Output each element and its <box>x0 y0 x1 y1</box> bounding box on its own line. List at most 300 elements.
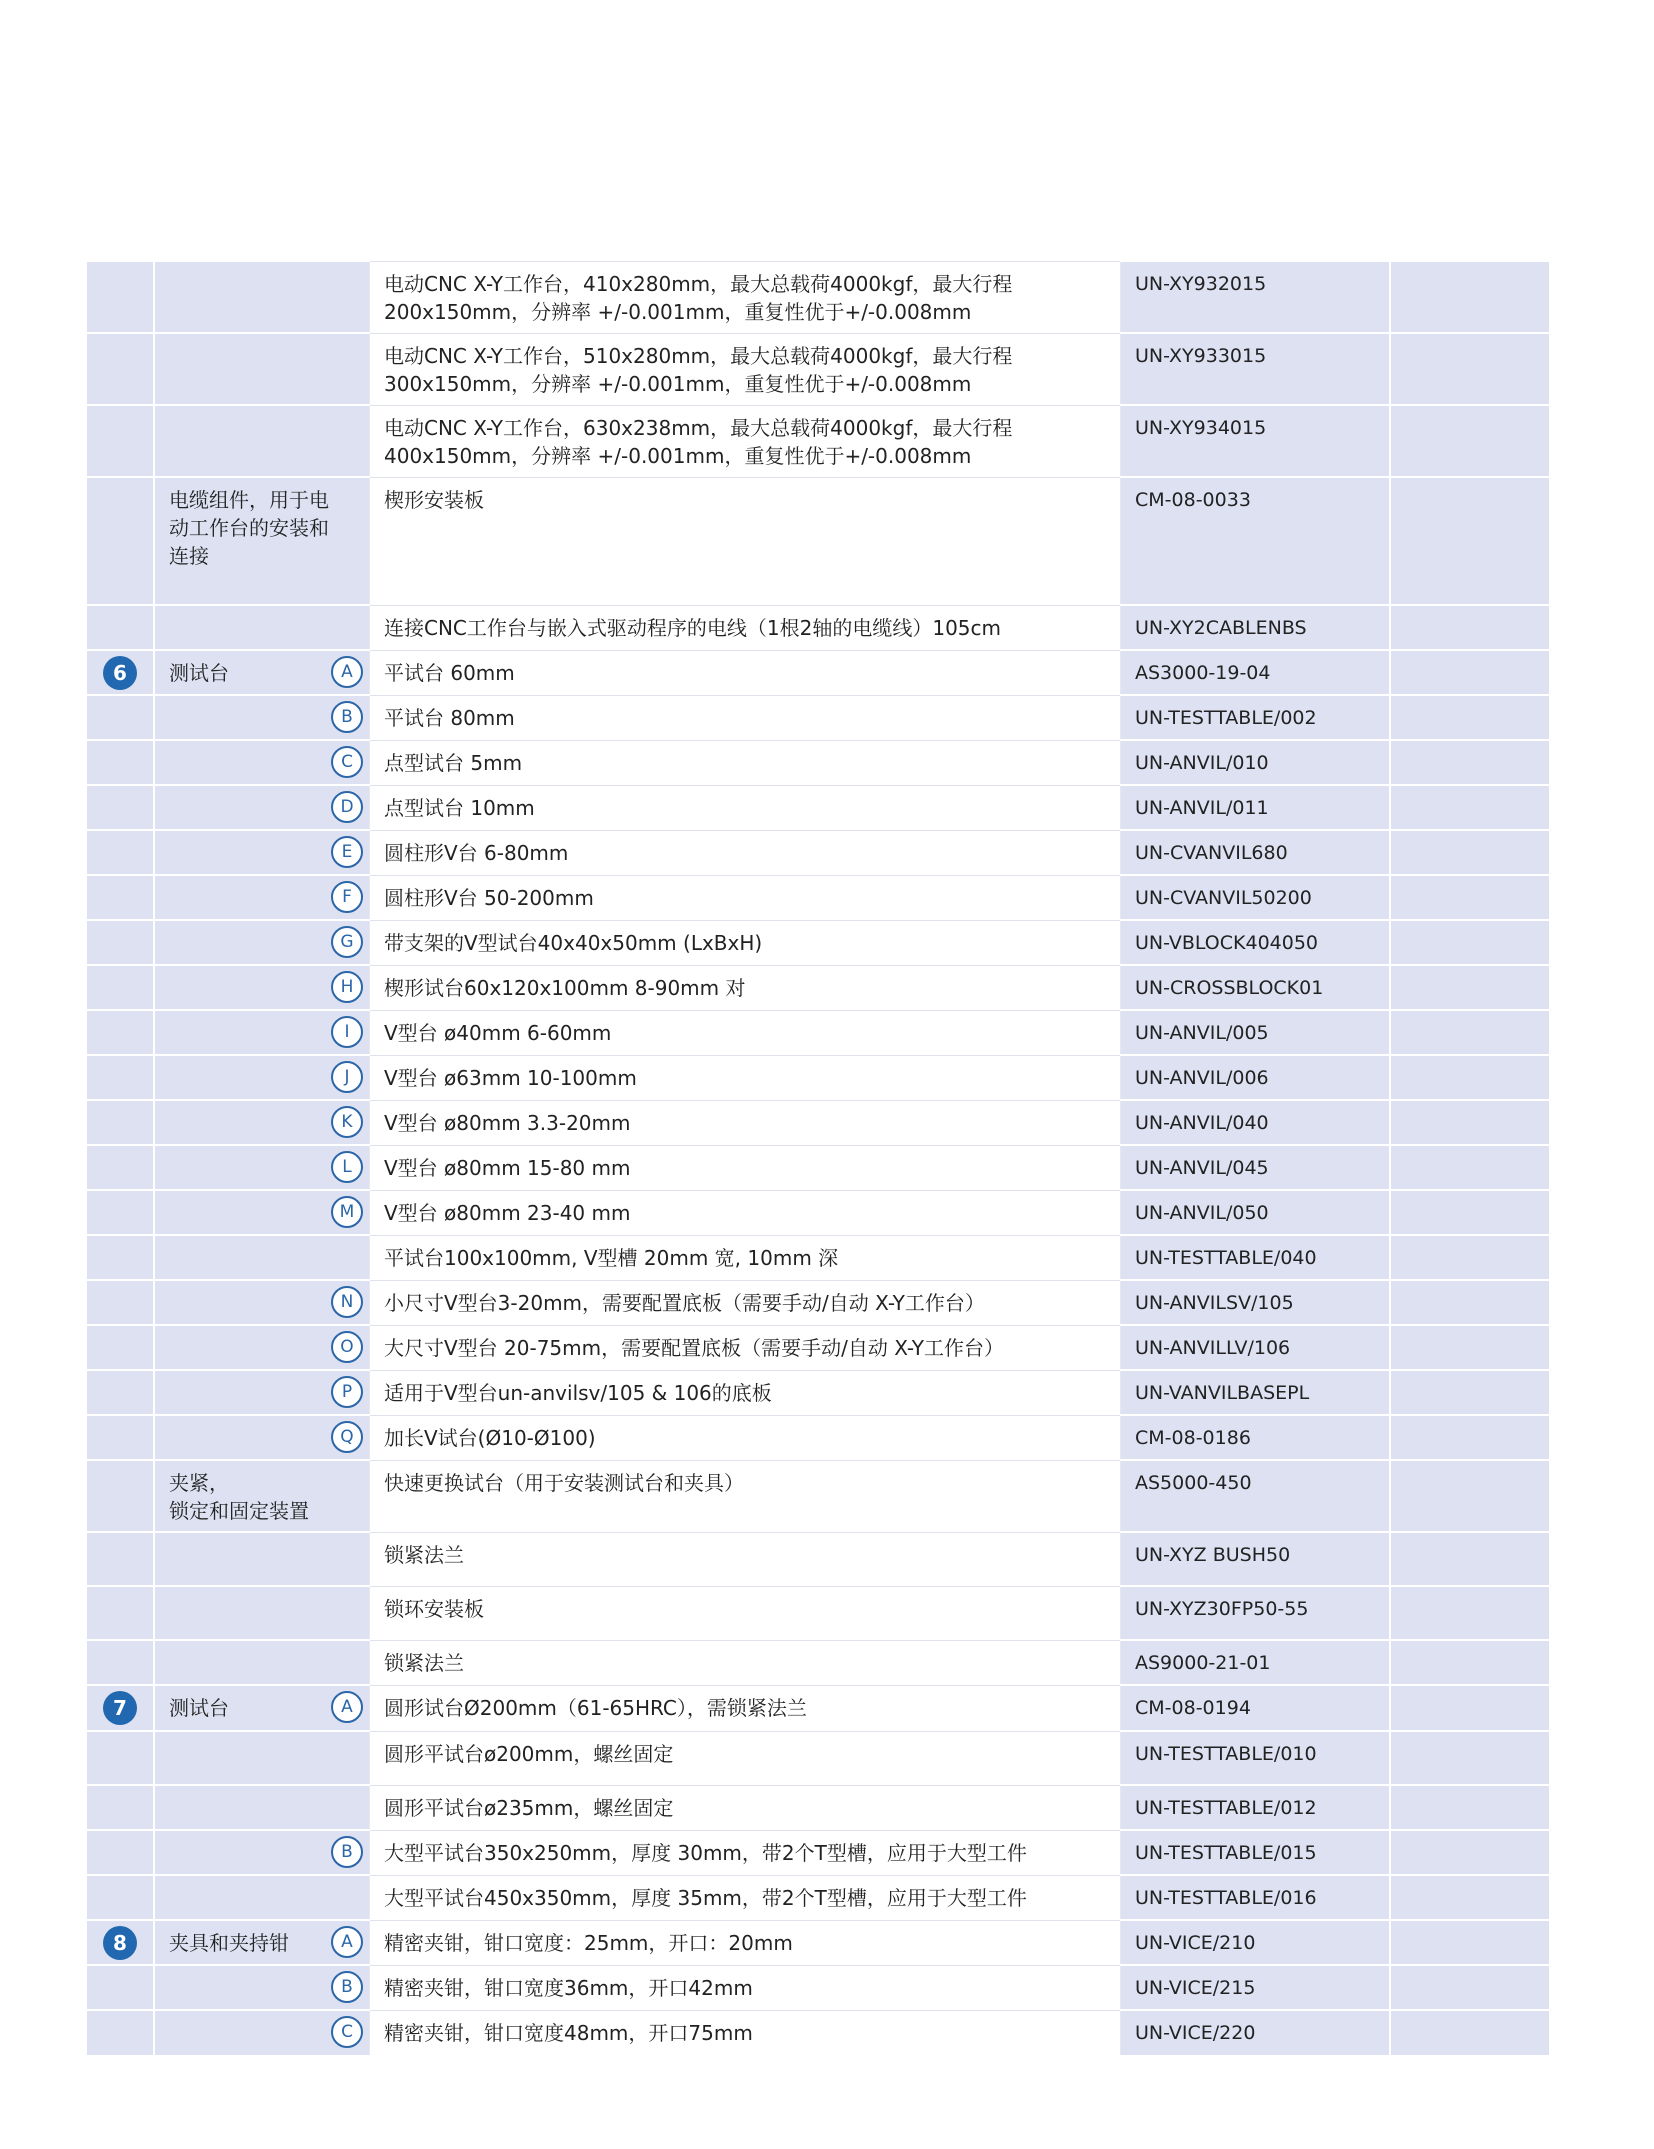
category-cell <box>154 965 370 1010</box>
part-code-cell <box>1121 785 1391 830</box>
part-code-cell <box>1121 920 1391 965</box>
item-description: V型台 ø80mm 3.3-20mm <box>384 1110 631 1135</box>
empty-cell <box>1390 1145 1549 1190</box>
empty-cell <box>1390 333 1549 405</box>
table-row <box>87 1460 1549 1532</box>
item-letter-badge: I <box>331 1016 363 1048</box>
empty-cell <box>1390 1875 1549 1920</box>
table-row <box>87 785 1549 830</box>
item-description: 电动CNC X-Y工作台，630x238mm，最大总载荷4000kgf，最大行程 400x150mm，分辨率 +/-0.001mm，重复性优于+/-0.008mm <box>384 415 1013 468</box>
item-description: 大型平试台350x250mm，厚度 30mm，带2个T型槽，应用于大型工件 <box>384 1840 1027 1865</box>
description-cell <box>370 1532 1121 1586</box>
item-description: 圆柱形V台 6-80mm <box>384 840 569 865</box>
category-cell <box>154 1190 370 1235</box>
item-letter-badge: L <box>331 1151 363 1183</box>
row-number-cell <box>87 2010 154 2055</box>
part-code: UN-TESTTABLE/015 <box>1135 1842 1317 1864</box>
row-number-cell <box>87 1640 154 1685</box>
row-number-cell <box>87 1731 154 1785</box>
table-row <box>87 695 1549 740</box>
empty-cell <box>1390 650 1549 695</box>
item-letter-badge: A <box>331 1691 363 1723</box>
description-cell <box>370 1731 1121 1785</box>
empty-cell <box>1390 965 1549 1010</box>
part-code: UN-ANVIL/040 <box>1135 1112 1269 1134</box>
empty-cell <box>1390 1830 1549 1875</box>
category-cell <box>154 1280 370 1325</box>
category-cell <box>154 1010 370 1055</box>
row-number-cell <box>87 1010 154 1055</box>
category-label: 测试台 <box>169 661 229 685</box>
row-number-cell <box>87 333 154 405</box>
table-row <box>87 830 1549 875</box>
part-code-cell <box>1121 740 1391 785</box>
item-letter-badge: G <box>331 926 363 958</box>
part-code-cell <box>1121 1010 1391 1055</box>
part-code: CM-08-0194 <box>1135 1697 1251 1719</box>
category-cell <box>154 477 370 605</box>
description-cell <box>370 650 1121 695</box>
table-row <box>87 920 1549 965</box>
part-code: UN-XY2CABLENBS <box>1135 617 1307 639</box>
item-letter-badge: D <box>331 791 363 823</box>
part-code-cell <box>1121 261 1391 333</box>
item-description: 精密夹钳，钳口宽度36mm，开口42mm <box>384 1975 753 2000</box>
row-number-cell <box>87 1830 154 1875</box>
category-cell <box>154 2010 370 2055</box>
item-description: 适用于V型台un-anvilsv/105 & 106的底板 <box>384 1380 772 1405</box>
category-cell <box>154 261 370 333</box>
item-description: 大尺寸V型台 20-75mm，需要配置底板（需要手动/自动 X-Y工作台） <box>384 1335 1004 1360</box>
category-cell <box>154 1920 370 1965</box>
description-cell <box>370 1875 1121 1920</box>
product-table <box>87 260 1549 2055</box>
row-number-cell <box>87 1586 154 1640</box>
item-letter-badge: O <box>331 1331 363 1363</box>
row-number-cell <box>87 1460 154 1532</box>
item-description: 楔形安装板 <box>384 487 484 512</box>
part-code: AS9000-21-01 <box>1135 1652 1271 1674</box>
part-code: UN-CROSSBLOCK01 <box>1135 977 1324 999</box>
category-label: 测试台 <box>169 1696 229 1720</box>
table-row <box>87 1190 1549 1235</box>
category-cell <box>154 920 370 965</box>
part-code-cell <box>1121 875 1391 920</box>
category-cell <box>154 1586 370 1640</box>
empty-cell <box>1390 1920 1549 1965</box>
category-cell <box>154 1415 370 1460</box>
description-cell <box>370 740 1121 785</box>
part-code: UN-VBLOCK404050 <box>1135 932 1319 954</box>
part-code: UN-TESTTABLE/002 <box>1135 707 1317 729</box>
table-row <box>87 405 1549 477</box>
empty-cell <box>1390 1965 1549 2010</box>
item-letter-badge: K <box>331 1106 363 1138</box>
part-code-cell <box>1121 1685 1391 1731</box>
item-description: 带支架的V型试台40x40x50mm (LxBxH) <box>384 930 763 955</box>
part-code: UN-TESTTABLE/012 <box>1135 1797 1317 1819</box>
empty-cell <box>1390 405 1549 477</box>
row-number-cell <box>87 1370 154 1415</box>
item-letter-badge: C <box>331 2016 363 2048</box>
table-row <box>87 2010 1549 2055</box>
category-cell <box>154 1731 370 1785</box>
description-cell <box>370 875 1121 920</box>
row-number-cell <box>87 1235 154 1280</box>
item-letter-badge: M <box>331 1196 363 1228</box>
category-cell <box>154 1460 370 1532</box>
table-row <box>87 650 1549 695</box>
part-code-cell <box>1121 1830 1391 1875</box>
description-cell <box>370 965 1121 1010</box>
description-cell <box>370 1920 1121 1965</box>
row-number-cell <box>87 1190 154 1235</box>
part-code-cell <box>1121 477 1391 605</box>
part-code: AS5000-450 <box>1135 1472 1252 1494</box>
description-cell <box>370 605 1121 650</box>
empty-cell <box>1390 1055 1549 1100</box>
item-description: 锁紧法兰 <box>384 1650 464 1675</box>
row-number-cell <box>87 1875 154 1920</box>
description-cell <box>370 2010 1121 2055</box>
description-cell <box>370 405 1121 477</box>
item-description: V型台 ø40mm 6-60mm <box>384 1020 612 1045</box>
empty-cell <box>1390 1685 1549 1731</box>
row-number-cell <box>87 1145 154 1190</box>
part-code-cell <box>1121 1785 1391 1830</box>
item-description: 连接CNC工作台与嵌入式驱动程序的电线（1根2轴的电缆线）105cm <box>384 615 1001 640</box>
item-letter-badge: A <box>331 656 363 688</box>
part-code: UN-VICE/220 <box>1135 2022 1256 2044</box>
category-cell <box>154 1055 370 1100</box>
product-table-body <box>87 261 1549 2055</box>
item-description: 电动CNC X-Y工作台，510x280mm，最大总载荷4000kgf，最大行程 300x150mm，分辨率 +/-0.001mm，重复性优于+/-0.008mm <box>384 343 1013 396</box>
description-cell <box>370 261 1121 333</box>
empty-cell <box>1390 1785 1549 1830</box>
category-cell <box>154 1235 370 1280</box>
description-cell <box>370 920 1121 965</box>
row-number-cell <box>87 1280 154 1325</box>
empty-cell <box>1390 1370 1549 1415</box>
table-row <box>87 1875 1549 1920</box>
part-code-cell <box>1121 1370 1391 1415</box>
empty-cell <box>1390 2010 1549 2055</box>
item-description: V型台 ø80mm 23-40 mm <box>384 1200 631 1225</box>
description-cell <box>370 1460 1121 1532</box>
category-cell <box>154 333 370 405</box>
table-row <box>87 1415 1549 1460</box>
category-cell <box>154 1100 370 1145</box>
item-letter-badge: C <box>331 746 363 778</box>
description-cell <box>370 830 1121 875</box>
row-number-cell <box>87 1965 154 2010</box>
item-description: 点型试台 10mm <box>384 795 535 820</box>
empty-cell <box>1390 1731 1549 1785</box>
row-number-cell <box>87 650 154 695</box>
part-code-cell <box>1121 1460 1391 1532</box>
table-row <box>87 1010 1549 1055</box>
category-cell <box>154 740 370 785</box>
item-letter-badge: N <box>331 1286 363 1318</box>
item-description: 锁环安装板 <box>384 1596 484 1621</box>
item-letter-badge: F <box>331 881 363 913</box>
row-number-cell <box>87 1532 154 1586</box>
table-row <box>87 1532 1549 1586</box>
part-code-cell <box>1121 650 1391 695</box>
category-cell <box>154 1830 370 1875</box>
table-row <box>87 1685 1549 1731</box>
category-cell <box>154 785 370 830</box>
row-number-cell <box>87 875 154 920</box>
row-number-cell <box>87 965 154 1010</box>
row-number-cell <box>87 1785 154 1830</box>
empty-cell <box>1390 1532 1549 1586</box>
table-row <box>87 477 1549 605</box>
empty-cell <box>1390 1640 1549 1685</box>
part-code: CM-08-0186 <box>1135 1427 1251 1449</box>
part-code-cell <box>1121 695 1391 740</box>
empty-cell <box>1390 1235 1549 1280</box>
row-number-cell <box>87 405 154 477</box>
part-code: UN-ANVILSV/105 <box>1135 1292 1294 1314</box>
row-number-cell <box>87 1055 154 1100</box>
part-code-cell <box>1121 405 1391 477</box>
section-number-badge: 6 <box>103 656 137 690</box>
part-code: UN-XYZ30FP50-55 <box>1135 1598 1309 1620</box>
item-description: 楔形试台60x120x100mm 8-90mm 对 <box>384 975 746 1000</box>
table-row <box>87 1325 1549 1370</box>
part-code: UN-TESTTABLE/016 <box>1135 1887 1317 1909</box>
description-cell <box>370 1830 1121 1875</box>
empty-cell <box>1390 1280 1549 1325</box>
item-letter-badge: B <box>331 1971 363 2003</box>
description-cell <box>370 1415 1121 1460</box>
description-cell <box>370 1685 1121 1731</box>
part-code-cell <box>1121 1640 1391 1685</box>
description-cell <box>370 1055 1121 1100</box>
row-number-cell <box>87 1415 154 1460</box>
part-code: UN-XY932015 <box>1135 273 1267 295</box>
part-code: UN-ANVIL/011 <box>1135 797 1269 819</box>
part-code: UN-ANVIL/005 <box>1135 1022 1269 1044</box>
description-cell <box>370 1235 1121 1280</box>
part-code: UN-VICE/215 <box>1135 1977 1256 1999</box>
item-description: 圆柱形V台 50-200mm <box>384 885 594 910</box>
table-row <box>87 965 1549 1010</box>
part-code: AS3000-19-04 <box>1135 662 1271 684</box>
row-number-cell <box>87 261 154 333</box>
item-description: 精密夹钳，钳口宽度：25mm，开口：20mm <box>384 1930 793 1955</box>
empty-cell <box>1390 875 1549 920</box>
table-row <box>87 1100 1549 1145</box>
category-cell <box>154 830 370 875</box>
table-row <box>87 1640 1549 1685</box>
item-description: V型台 ø63mm 10-100mm <box>384 1065 637 1090</box>
description-cell <box>370 1586 1121 1640</box>
item-description: 锁紧法兰 <box>384 1542 464 1567</box>
empty-cell <box>1390 261 1549 333</box>
part-code-cell <box>1121 1100 1391 1145</box>
part-code: UN-ANVIL/045 <box>1135 1157 1269 1179</box>
category-cell <box>154 605 370 650</box>
item-letter-badge: J <box>331 1061 363 1093</box>
part-code-cell <box>1121 1145 1391 1190</box>
part-code: UN-TESTTABLE/040 <box>1135 1247 1317 1269</box>
table-row <box>87 1586 1549 1640</box>
description-cell <box>370 1370 1121 1415</box>
table-row <box>87 1731 1549 1785</box>
part-code-cell <box>1121 1280 1391 1325</box>
row-number-cell <box>87 695 154 740</box>
item-description: 平试台 60mm <box>384 660 515 685</box>
description-cell <box>370 1325 1121 1370</box>
item-letter-badge: Q <box>331 1421 363 1453</box>
part-code-cell <box>1121 1586 1391 1640</box>
part-code: UN-VANVILBASEPL <box>1135 1382 1310 1404</box>
item-description: 点型试台 5mm <box>384 750 523 775</box>
table-row <box>87 333 1549 405</box>
part-code: UN-ANVIL/006 <box>1135 1067 1269 1089</box>
description-cell <box>370 333 1121 405</box>
row-number-cell <box>87 477 154 605</box>
item-letter-badge: A <box>331 1926 363 1958</box>
table-row <box>87 1370 1549 1415</box>
row-number-cell <box>87 1100 154 1145</box>
category-cell <box>154 695 370 740</box>
category-cell <box>154 1370 370 1415</box>
category-cell <box>154 875 370 920</box>
empty-cell <box>1390 785 1549 830</box>
part-code: UN-TESTTABLE/010 <box>1135 1743 1317 1765</box>
table-row <box>87 1235 1549 1280</box>
part-code-cell <box>1121 1965 1391 2010</box>
table-row <box>87 1830 1549 1875</box>
part-code-cell <box>1121 1190 1391 1235</box>
part-code-cell <box>1121 1235 1391 1280</box>
part-code-cell <box>1121 1875 1391 1920</box>
empty-cell <box>1390 1586 1549 1640</box>
description-cell <box>370 477 1121 605</box>
empty-cell <box>1390 1325 1549 1370</box>
part-code-cell <box>1121 1920 1391 1965</box>
item-description: 加长V试台(Ø10-Ø100) <box>384 1425 596 1450</box>
item-description: 电动CNC X-Y工作台，410x280mm，最大总载荷4000kgf，最大行程 200x150mm，分辨率 +/-0.001mm，重复性优于+/-0.008mm <box>384 271 1013 324</box>
item-letter-badge: H <box>331 971 363 1003</box>
part-code-cell <box>1121 333 1391 405</box>
description-cell <box>370 1785 1121 1830</box>
category-label: 电缆组件，用于电动工作台的安装和连接 <box>169 488 329 568</box>
part-code-cell <box>1121 1415 1391 1460</box>
row-number-cell <box>87 1685 154 1731</box>
table-row <box>87 1145 1549 1190</box>
category-cell <box>154 1965 370 2010</box>
item-description: 圆形试台Ø200mm（61-65HRC），需锁紧法兰 <box>384 1695 807 1720</box>
empty-cell <box>1390 830 1549 875</box>
item-description: 平试台100x100mm, V型槽 20mm 宽, 10mm 深 <box>384 1245 839 1270</box>
category-cell <box>154 1685 370 1731</box>
row-number-cell <box>87 605 154 650</box>
category-cell <box>154 1532 370 1586</box>
part-code: UN-VICE/210 <box>1135 1932 1256 1954</box>
empty-cell <box>1390 1460 1549 1532</box>
part-code-cell <box>1121 2010 1391 2055</box>
empty-cell <box>1390 477 1549 605</box>
section-number-badge: 7 <box>103 1691 137 1725</box>
item-letter-badge: B <box>331 701 363 733</box>
description-cell <box>370 1640 1121 1685</box>
part-code: CM-08-0033 <box>1135 489 1251 511</box>
empty-cell <box>1390 920 1549 965</box>
part-code: UN-ANVIL/050 <box>1135 1202 1269 1224</box>
description-cell <box>370 1010 1121 1055</box>
part-code: UN-XYZ BUSH50 <box>1135 1544 1291 1566</box>
table-row <box>87 1785 1549 1830</box>
item-description: 圆形平试台ø235mm，螺丝固定 <box>384 1795 674 1820</box>
part-code-cell <box>1121 1731 1391 1785</box>
description-cell <box>370 1190 1121 1235</box>
item-letter-badge: E <box>331 836 363 868</box>
empty-cell <box>1390 1100 1549 1145</box>
part-code: UN-CVANVIL50200 <box>1135 887 1312 909</box>
table-row <box>87 875 1549 920</box>
empty-cell <box>1390 605 1549 650</box>
table-row <box>87 1280 1549 1325</box>
table-row <box>87 1920 1549 1965</box>
category-label: 夹具和夹持钳 <box>169 1931 289 1955</box>
part-code-cell <box>1121 605 1391 650</box>
row-number-cell <box>87 1920 154 1965</box>
description-cell <box>370 1100 1121 1145</box>
item-description: 大型平试台450x350mm，厚度 35mm，带2个T型槽，应用于大型工件 <box>384 1885 1027 1910</box>
empty-cell <box>1390 740 1549 785</box>
item-description: 小尺寸V型台3-20mm，需要配置底板（需要手动/自动 X-Y工作台） <box>384 1290 985 1315</box>
description-cell <box>370 1145 1121 1190</box>
part-code-cell <box>1121 1055 1391 1100</box>
row-number-cell <box>87 830 154 875</box>
category-label: 夹紧， 锁定和固定装置 <box>169 1471 309 1523</box>
part-code-cell <box>1121 830 1391 875</box>
table-row <box>87 1965 1549 2010</box>
part-code: UN-XY934015 <box>1135 417 1267 439</box>
item-description: V型台 ø80mm 15-80 mm <box>384 1155 631 1180</box>
table-row <box>87 605 1549 650</box>
category-cell <box>154 1640 370 1685</box>
empty-cell <box>1390 695 1549 740</box>
row-number-cell <box>87 920 154 965</box>
item-letter-badge: B <box>331 1836 363 1868</box>
empty-cell <box>1390 1010 1549 1055</box>
item-description: 快速更换试台（用于安装测试台和夹具） <box>384 1470 744 1495</box>
row-number-cell <box>87 785 154 830</box>
description-cell <box>370 785 1121 830</box>
table-row <box>87 740 1549 785</box>
section-number-badge: 8 <box>103 1926 137 1960</box>
category-cell <box>154 1145 370 1190</box>
table-row <box>87 261 1549 333</box>
part-code-cell <box>1121 965 1391 1010</box>
item-letter-badge: P <box>331 1376 363 1408</box>
description-cell <box>370 695 1121 740</box>
item-description: 精密夹钳，钳口宽度48mm，开口75mm <box>384 2020 753 2045</box>
description-cell <box>370 1280 1121 1325</box>
row-number-cell <box>87 1325 154 1370</box>
part-code-cell <box>1121 1532 1391 1586</box>
part-code: UN-XY933015 <box>1135 345 1267 367</box>
part-code: UN-ANVILLV/106 <box>1135 1337 1291 1359</box>
description-cell <box>370 1965 1121 2010</box>
category-cell <box>154 1785 370 1830</box>
empty-cell <box>1390 1190 1549 1235</box>
